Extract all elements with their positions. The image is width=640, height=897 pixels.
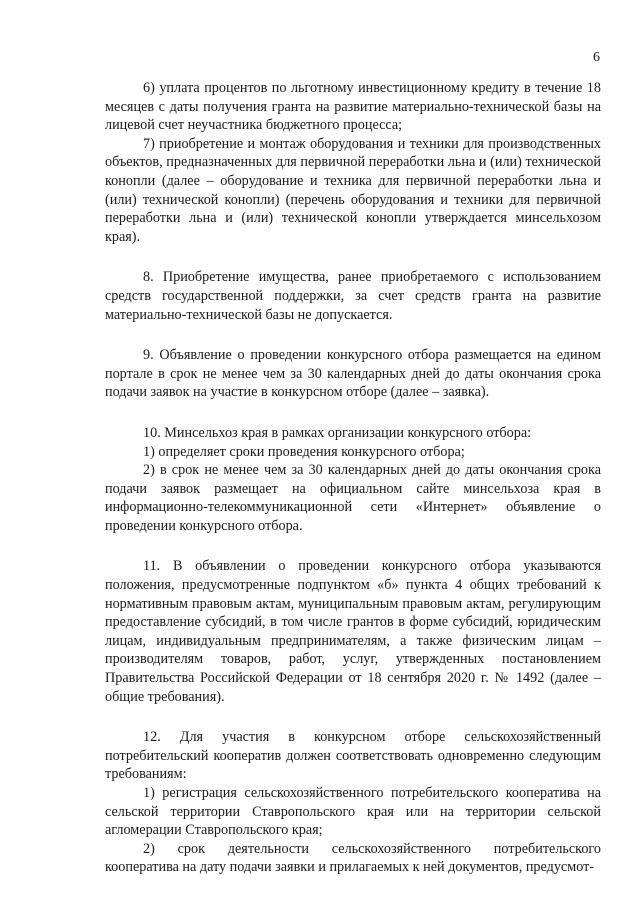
paragraph: 2) срок деятельности сельскохозяйственного потребительского кооператива на дату подачи заявки и прилагаемых к ней документов, предусмот- (105, 840, 601, 876)
paragraph: 1) регистрация сельскохозяйственного потребительского кооператива на сельской территории Ставропольского края или на территории сельской агломерации Ставропольского края; (105, 785, 601, 839)
page-number: 6 (593, 50, 600, 65)
paragraph: 6) уплата процентов по льготному инвестиционному кредиту в течение 18 месяцев с даты получения гранта на развитие материально-технической базы на лицевой счет неучастника бюджетного процесса; (105, 80, 601, 134)
block-clause-11 (105, 557, 601, 706)
paragraph: 2) в срок не менее чем за 30 календарных дней до даты окончания срока подачи заявок размещает на официальном сайте минсельхоза края в информационно-телекоммуникационной сети «Интернет» объявление о проведении конкурсного отбора. (105, 462, 601, 534)
block-clause-8 (105, 268, 601, 324)
block-clause-12 (105, 728, 601, 877)
paragraph: 11. В объявлении о проведении конкурсного отбора указываются положения, предусмотренные подпунктом «б» пункта 4 общих требований к нормативным правовым актам, муниципальным правовым актам, регулирующим предоставление субсидий, в том числе грантов в форме субсидий, юридическим лицам, индивидуальным предпринимателям, а также физическим лицам – производителям товаров, работ, услуг, утвержденных постановлением Правительства Российской Федерации от 18 сентября 2020 г. № 1492 (далее – общие требования). (105, 558, 601, 705)
block-items-6-7 (105, 79, 601, 246)
block-clause-9 (105, 346, 601, 402)
block-clause-10 (105, 424, 601, 536)
paragraph: 7) приобретение и монтаж оборудования и техники для производственных объектов, предназначенных для первичной переработки льна и (или) технической конопли (далее – оборудование и техника для первичной переработки льна и (или) технической конопли) (перечень оборудования и техники для первичной переработки льна и (или) технической конопли утверждается минсельхозом края). (105, 135, 601, 245)
paragraph: 12. Для участия в конкурсном отборе сельскохозяйственный потребительский кооператив должен соответствовать одновременно следующим требованиям: (105, 729, 601, 783)
paragraph: 9. Объявление о проведении конкурсного отбора размещается на едином портале в срок не менее чем за 30 календарных дней до даты окончания срока подачи заявок на участие в конкурсном отборе (далее – заявка). (105, 347, 601, 401)
paragraph: 8. Приобретение имущества, ранее приобретаемого с использованием средств государственной поддержки, за счет средств гранта на развитие материально-технической базы не допускается. (105, 269, 601, 323)
document-body (105, 79, 601, 877)
paragraph: 1) определяет сроки проведения конкурсного отбора; (143, 443, 465, 460)
paragraph: 10. Минсельхоз края в рамках организации конкурсного отбора: (143, 424, 532, 441)
